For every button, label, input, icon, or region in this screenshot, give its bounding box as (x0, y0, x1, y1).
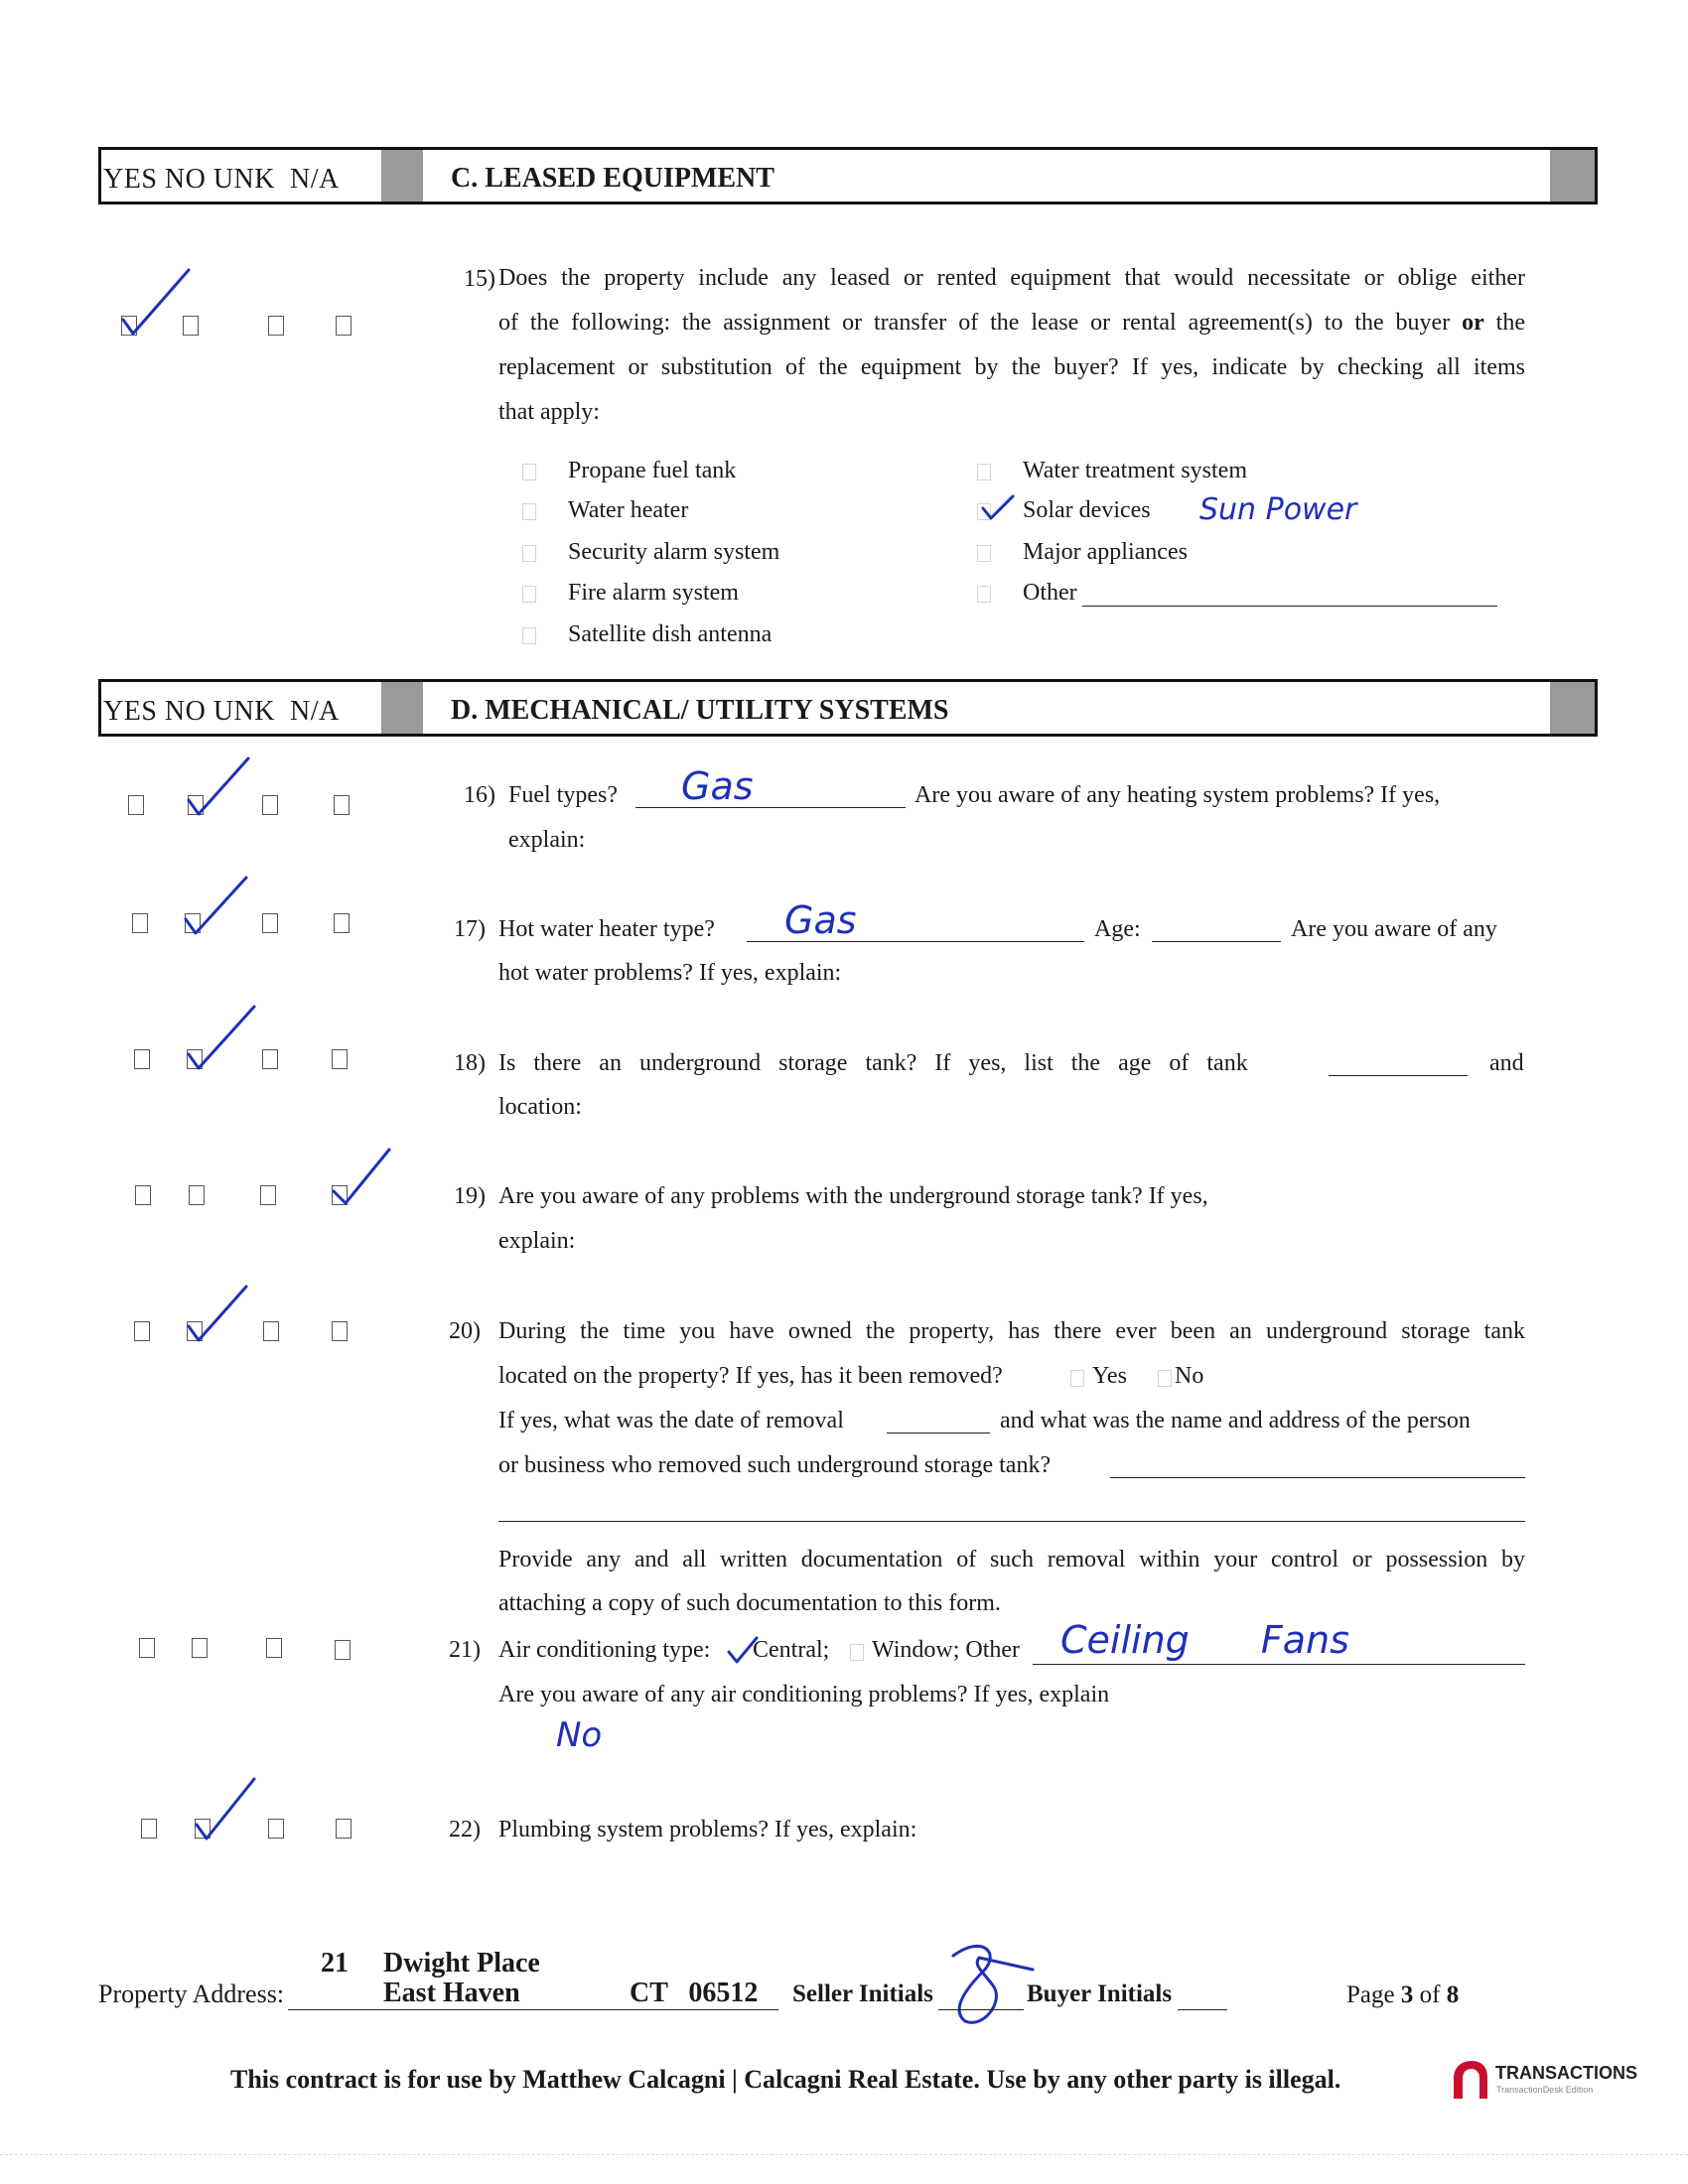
q19-text-a: Are you aware of any problems with the underground storage tank? If yes, (498, 1183, 1208, 1209)
q16-number: 16) (464, 782, 495, 808)
q18-text-b: and (1489, 1050, 1524, 1076)
q15-line3: replacement or substitution of the equipment by the buyer? If yes, indicate by checking all items (498, 354, 1525, 380)
q21-text-b: Are you aware of any air conditioning problems? If yes, explain (498, 1682, 1110, 1707)
q22-no-check (197, 1779, 254, 1839)
q16-text-c: explain: (508, 827, 586, 853)
q15-yes-check (123, 270, 189, 334)
q17-text-b: Age: (1094, 916, 1141, 942)
q19-text-b: explain: (498, 1228, 576, 1254)
item-fire-alarm: Fire alarm system (568, 580, 739, 606)
q20-no-label: No (1175, 1363, 1204, 1389)
logo-sub-text: TransactionDesk Edition (1496, 2085, 1594, 2095)
item-major-appliances: Major appliances (1023, 539, 1188, 565)
q17-no-check (186, 878, 246, 933)
q18-no-check (189, 1007, 254, 1068)
q19-number: 19) (454, 1183, 486, 1209)
q20-line6: attaching a copy of such documentation to this form. (498, 1590, 1001, 1616)
footer-buyer-initials-label: Buyer Initials (1027, 1980, 1173, 2007)
q16-text-a: Fuel types? (508, 782, 618, 808)
q22-text: Plumbing system problems? If yes, explain: (498, 1817, 917, 1843)
q20-line3b: and what was the name and address of the person (1000, 1408, 1471, 1433)
item-water-heater: Water heater (568, 497, 689, 523)
q21-handwritten-other: Ceiling Fans (1060, 1618, 1349, 1662)
q19-na-check (334, 1150, 389, 1203)
q20-line1: During the time you have owned the property, has there ever been an underground storage tank (498, 1318, 1525, 1344)
footer-state-zip: CT 06512 (630, 1978, 759, 2008)
q20-number: 20) (449, 1318, 481, 1344)
q21-central: Central; (753, 1637, 830, 1663)
item-propane: Propane fuel tank (568, 458, 737, 483)
footer-city: East Haven (383, 1978, 520, 2008)
logo-main-text: TRANSACTIONS (1495, 2063, 1637, 2083)
transactions-logo-icon (1450, 2057, 1491, 2101)
q21-number: 21) (449, 1637, 481, 1663)
footer-address-line[interactable] (288, 2009, 778, 2010)
footer-usage-notice: This contract is for use by Matthew Calcagni | Calcagni Real Estate. Use by any other party is illegal. (230, 2065, 1341, 2094)
q17-text-c: Are you aware of any (1291, 916, 1497, 942)
q17-text-a: Hot water heater type? (498, 916, 715, 942)
q20-line2: located on the property? If yes, has it been removed? (498, 1363, 1003, 1389)
scan-edge (0, 2154, 1688, 2155)
footer-seller-initials-label: Seller Initials (792, 1980, 933, 2007)
q20-line4: or business who removed such underground storage tank? (498, 1452, 1052, 1478)
q15-line4: that apply: (498, 399, 600, 425)
footer-page-number: Page 3 of 8 (1346, 1981, 1460, 2008)
q18-text-a: Is there an underground storage tank? If yes, list the age of tank (498, 1050, 1248, 1076)
section-c-title: C. LEASED EQUIPMENT (451, 163, 774, 194)
q16-no-check (189, 758, 248, 814)
item-other: Other (1023, 580, 1077, 606)
seller-initials-line[interactable] (938, 2009, 1024, 2010)
q15-line2: of the following: the assignment or transfer of the lease or rental agreement(s) to the buyer or the (498, 310, 1525, 336)
footer-address-label: Property Address: (98, 1979, 285, 2008)
solar-handwritten: Sun Power (1199, 492, 1357, 527)
header-columns: YES NO UNK N/A (103, 164, 340, 195)
item-solar: Solar devices (1023, 497, 1151, 523)
q21-handwritten-answer: No (556, 1715, 603, 1755)
solar-check (983, 496, 1013, 518)
item-security-alarm: Security alarm system (568, 539, 780, 565)
seller-initials-signature (953, 1946, 1033, 2022)
buyer-initials-line[interactable] (1178, 2009, 1227, 2010)
q17-handwritten: Gas (784, 898, 857, 942)
q17-text-d: hot water problems? If yes, explain: (498, 960, 842, 986)
q15-number: 15) (464, 266, 495, 292)
q17-number: 17) (454, 916, 486, 942)
q16-text-b: Are you aware of any heating system problems? If yes, (914, 782, 1441, 808)
q16-handwritten: Gas (681, 764, 754, 808)
q18-text-c: location: (498, 1094, 582, 1120)
q22-number: 22) (449, 1817, 481, 1843)
q21-text-a: Air conditioning type: (498, 1637, 711, 1663)
item-water-treatment: Water treatment system (1023, 458, 1247, 483)
q21-window-other: Window; Other (872, 1637, 1021, 1663)
q15-line1: Does the property include any leased or rented equipment that would necessitate or oblige either (498, 265, 1525, 291)
footer-street: 21 Dwight Place (321, 1948, 540, 1979)
q20-yes-label: Yes (1092, 1363, 1127, 1389)
q20-line5: Provide any and all written documentation of such removal within your control or possession by (498, 1547, 1525, 1572)
section-d-title: D. MECHANICAL/ UTILITY SYSTEMS (451, 695, 949, 726)
q21-central-check (729, 1638, 757, 1662)
q18-number: 18) (454, 1050, 486, 1076)
header-columns: YES NO UNK N/A (103, 696, 340, 727)
q20-line3a: If yes, what was the date of removal (498, 1408, 844, 1433)
q20-no-check (189, 1287, 246, 1340)
item-satellite: Satellite dish antenna (568, 621, 773, 647)
